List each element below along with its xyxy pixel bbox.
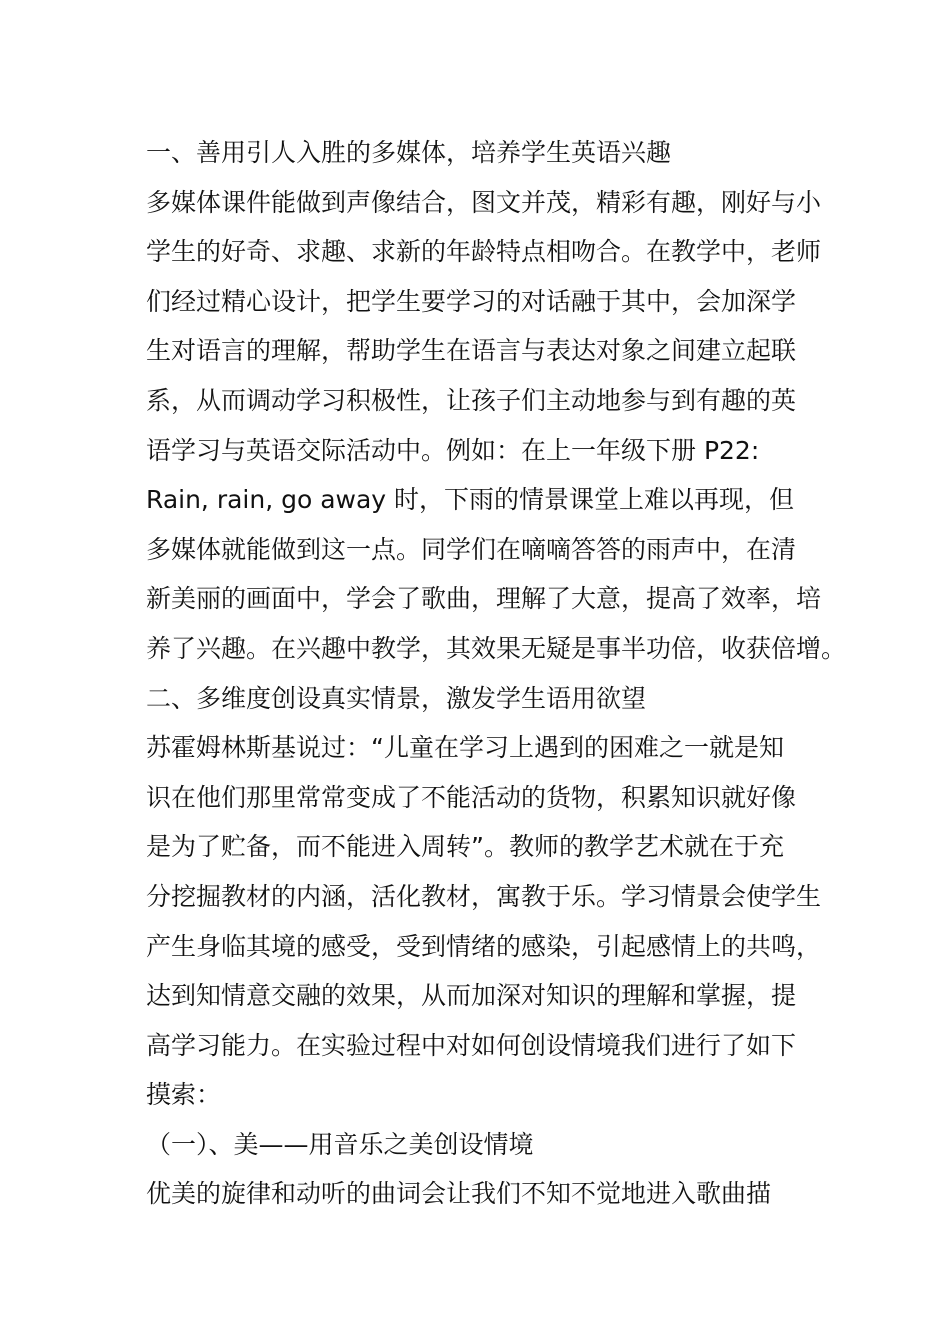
paragraph-line: 分挖掘教材的内涵，活化教材，寓教于乐。学习情景会使学生	[146, 881, 822, 911]
paragraph-line: 们经过精心设计，把学生要学习的对话融于其中，会加深学	[146, 286, 797, 316]
paragraph-line: 学生的好奇、求趣、求新的年龄特点相吻合。在教学中，老师	[146, 237, 822, 267]
paragraph-line: 苏霍姆林斯基说过：“儿童在学习上遇到的困难之一就是知	[146, 733, 784, 763]
paragraph-line: 高学习能力。在实验过程中对如何创设情境我们进行了如下	[146, 1030, 797, 1060]
heading-section-2: 二、多维度创设真实情景，激发学生语用欲望	[146, 683, 647, 713]
paragraph-line: 多媒体就能做到这一点。同学们在嘀嘀答答的雨声中，在清	[146, 534, 797, 564]
document-body	[146, 128, 847, 1219]
paragraph-line: 产生身临其境的感受，受到情绪的感染，引起感情上的共鸣，	[146, 931, 822, 961]
paragraph-line: 语学习与英语交际活动中。例如：在上一年级下册 P22:	[146, 435, 760, 465]
paragraph-line: 多媒体课件能做到声像结合，图文并茂，精彩有趣，刚好与小	[146, 187, 822, 217]
paragraph-line: 生对语言的理解，帮助学生在语言与表达对象之间建立起联	[146, 336, 797, 366]
paragraph-line: 优美的旋律和动听的曲词会让我们不知不觉地进入歌曲描	[146, 1179, 772, 1209]
paragraph-line: Rain, rain, go away 时，下雨的情景课堂上难以再现，但	[146, 485, 795, 515]
paragraph-line: 识在他们那里常常变成了不能活动的货物，积累知识就好像	[146, 782, 797, 812]
paragraph-line: 达到知情意交融的效果，从而加深对知识的理解和掌握，提	[146, 981, 797, 1011]
heading-section-1: 一、善用引人入胜的多媒体，培养学生英语兴趣	[146, 138, 672, 167]
paragraph-line: 新美丽的画面中，学会了歌曲，理解了大意，提高了效率，培	[146, 584, 822, 614]
paragraph-line: 养了兴趣。在兴趣中教学，其效果无疑是事半功倍，收获倍增。	[146, 633, 847, 663]
paragraph-line: 摸索：	[146, 1080, 222, 1110]
paragraph-line: 系，从而调动学习积极性，让孩子们主动地参与到有趣的英	[146, 385, 797, 415]
subheading-section-2-1: （一）、美——用音乐之美创设情境	[146, 1129, 534, 1159]
paragraph-line: 是为了贮备，而不能进入周转”。教师的教学艺术就在于充	[146, 832, 784, 862]
